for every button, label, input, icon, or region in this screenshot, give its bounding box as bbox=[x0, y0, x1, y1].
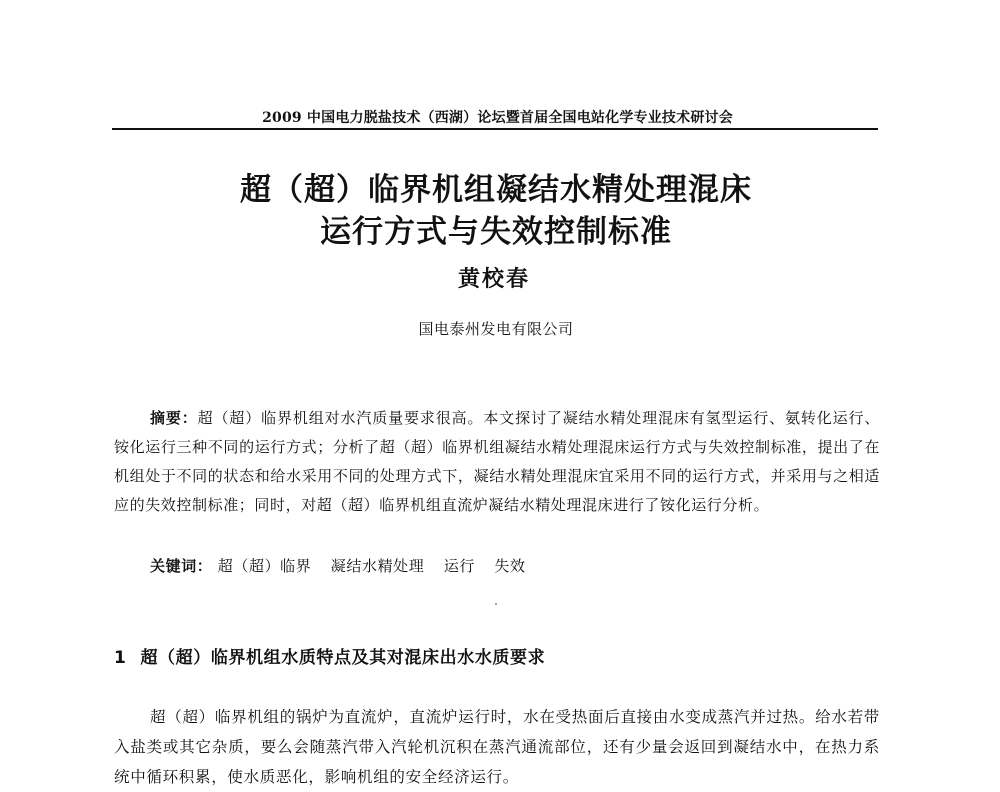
keywords-label: 关键词： bbox=[150, 557, 213, 575]
keyword: 超（超）临界 bbox=[217, 557, 312, 575]
keywords bbox=[150, 555, 880, 576]
abstract-text: 超（超）临界机组对水汽质量要求很高。本文探讨了凝结水精处理混床有氢型运行、氨转化运行、铵化运行三种不同的运行方式；分析了超（超）临界机组凝结水精处理混床运行方式与失效控制标准，提出了在机组处于不同的状态和给水采用不同的处理方式下，凝结水精处理混床宜采用不同的运行方式，并采用与之相适应的失效控制标准；同时，对超（超）临界机组直流炉凝结水精处理混床进行了铵化运行分析。 bbox=[114, 409, 880, 514]
header-rule bbox=[112, 128, 878, 130]
section-number: 1 bbox=[114, 648, 127, 668]
author-name: 黄校春 bbox=[457, 266, 530, 292]
section-heading bbox=[114, 643, 545, 668]
keyword: 运行 bbox=[443, 557, 475, 575]
paper-title-line-2: 运行方式与失效控制标准 bbox=[320, 214, 672, 250]
abstract-label: 摘要： bbox=[150, 409, 198, 427]
author-affiliation: 国电泰州发电有限公司 bbox=[418, 320, 574, 338]
keyword: 凝结水精处理 bbox=[330, 557, 425, 575]
keyword: 失效 bbox=[494, 557, 526, 575]
abstract bbox=[114, 404, 880, 520]
section-title: 超（超）临界机组水质特点及其对混床出水水质要求 bbox=[140, 648, 546, 668]
body-paragraph: 超（超）临界机组的锅炉为直流炉，直流炉运行时，水在受热面后直接由水变成蒸汽并过热。给水若带入盐类或其它杂质，要么会随蒸汽带入汽轮机沉积在蒸汽通流部位，还有少量会返回到凝结水中，在热力系统中循环积累，使水质恶化，影响机组的安全经济运行。 bbox=[114, 708, 880, 786]
paper-title-line-1: 超（超）临界机组凝结水精处理混床 bbox=[240, 172, 752, 208]
scan-speck bbox=[495, 603, 497, 605]
running-header: 2009 中国电力脱盐技术（西湖）论坛暨首届全国电站化学专业技术研讨会 bbox=[262, 110, 733, 126]
